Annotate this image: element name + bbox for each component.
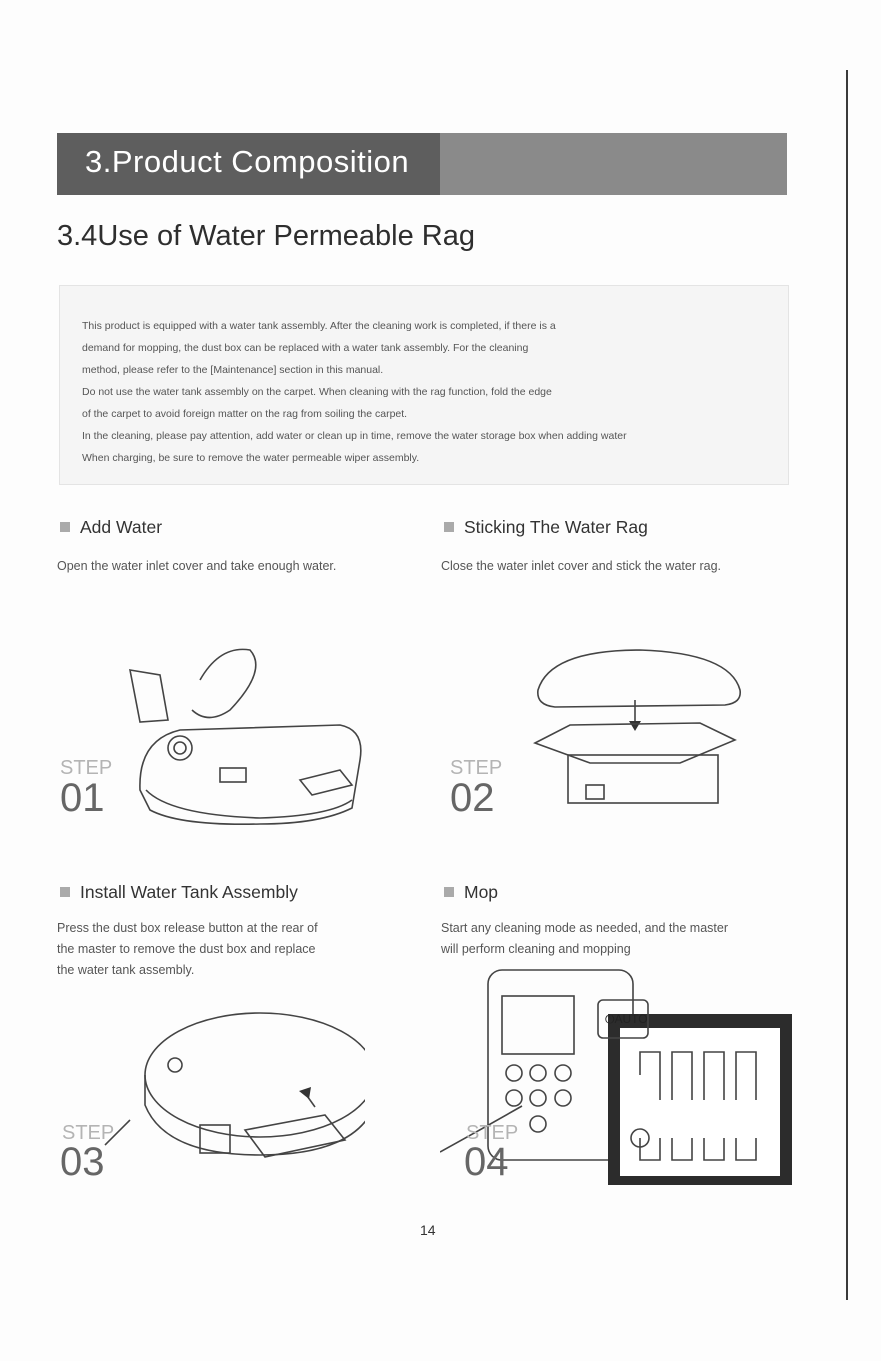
step3-description-line1: Press the dust box release button at the rear of: [57, 921, 318, 935]
note-line: In the cleaning, please pay attention, add water or clean up in time, remove the water storage box when adding water: [82, 430, 627, 442]
step4-description-line2: will perform cleaning and mopping: [441, 942, 631, 956]
step3-description-line3: the water tank assembly.: [57, 963, 195, 977]
step4-number: 04: [464, 1140, 509, 1184]
step4-label: STEP: [466, 1122, 519, 1144]
step2-heading: Sticking The Water Rag: [444, 517, 648, 538]
auto-mode-label: ⏻AUTO: [605, 1012, 648, 1026]
install-tank-illustration: [85, 1005, 365, 1170]
step2-number: 02: [450, 776, 495, 820]
step2-description: Close the water inlet cover and stick the water rag.: [441, 559, 721, 573]
notes-box: [59, 285, 789, 485]
rag-illustration: [530, 645, 785, 820]
page-number: 14: [420, 1222, 436, 1238]
chapter-title: 3.Product Composition: [85, 144, 410, 179]
step3-heading: Install Water Tank Assembly: [60, 882, 298, 903]
step1-heading: Add Water: [60, 517, 162, 538]
square-bullet-icon: [444, 887, 454, 897]
page-edge: [846, 70, 848, 1300]
step4-heading: Mop: [444, 882, 498, 903]
add-water-illustration: [90, 630, 380, 830]
note-line: When charging, be sure to remove the water permeable wiper assembly.: [82, 452, 420, 464]
step3-label: STEP: [62, 1122, 115, 1144]
step2-label: STEP: [450, 757, 503, 779]
square-bullet-icon: [60, 887, 70, 897]
step1-description: Open the water inlet cover and take enough water.: [57, 559, 337, 573]
square-bullet-icon: [60, 522, 70, 532]
note-line: This product is equipped with a water tank assembly. After the cleaning work is completed, if there is a: [82, 320, 556, 332]
square-bullet-icon: [444, 522, 454, 532]
step1-number: 01: [60, 776, 105, 820]
step4-description-line1: Start any cleaning mode as needed, and the master: [441, 921, 728, 935]
note-line: demand for mopping, the dust box can be replaced with a water tank assembly. For the cleaning: [82, 342, 529, 354]
step3-number: 03: [60, 1140, 105, 1184]
chapter-banner: [57, 133, 787, 195]
section-title: 3.4Use of Water Permeable Rag: [57, 220, 476, 252]
step1-label: STEP: [60, 757, 113, 779]
note-line: of the carpet to avoid foreign matter on the rag from soiling the carpet.: [82, 408, 408, 420]
note-line: method, please refer to the [Maintenance] section in this manual.: [82, 364, 384, 376]
note-line: Do not use the water tank assembly on the carpet. When cleaning with the rag function, fold the edge: [82, 386, 552, 398]
power-icon: ⏻: [605, 1012, 615, 1026]
step3-description-line2: the master to remove the dust box and replace: [57, 942, 316, 956]
